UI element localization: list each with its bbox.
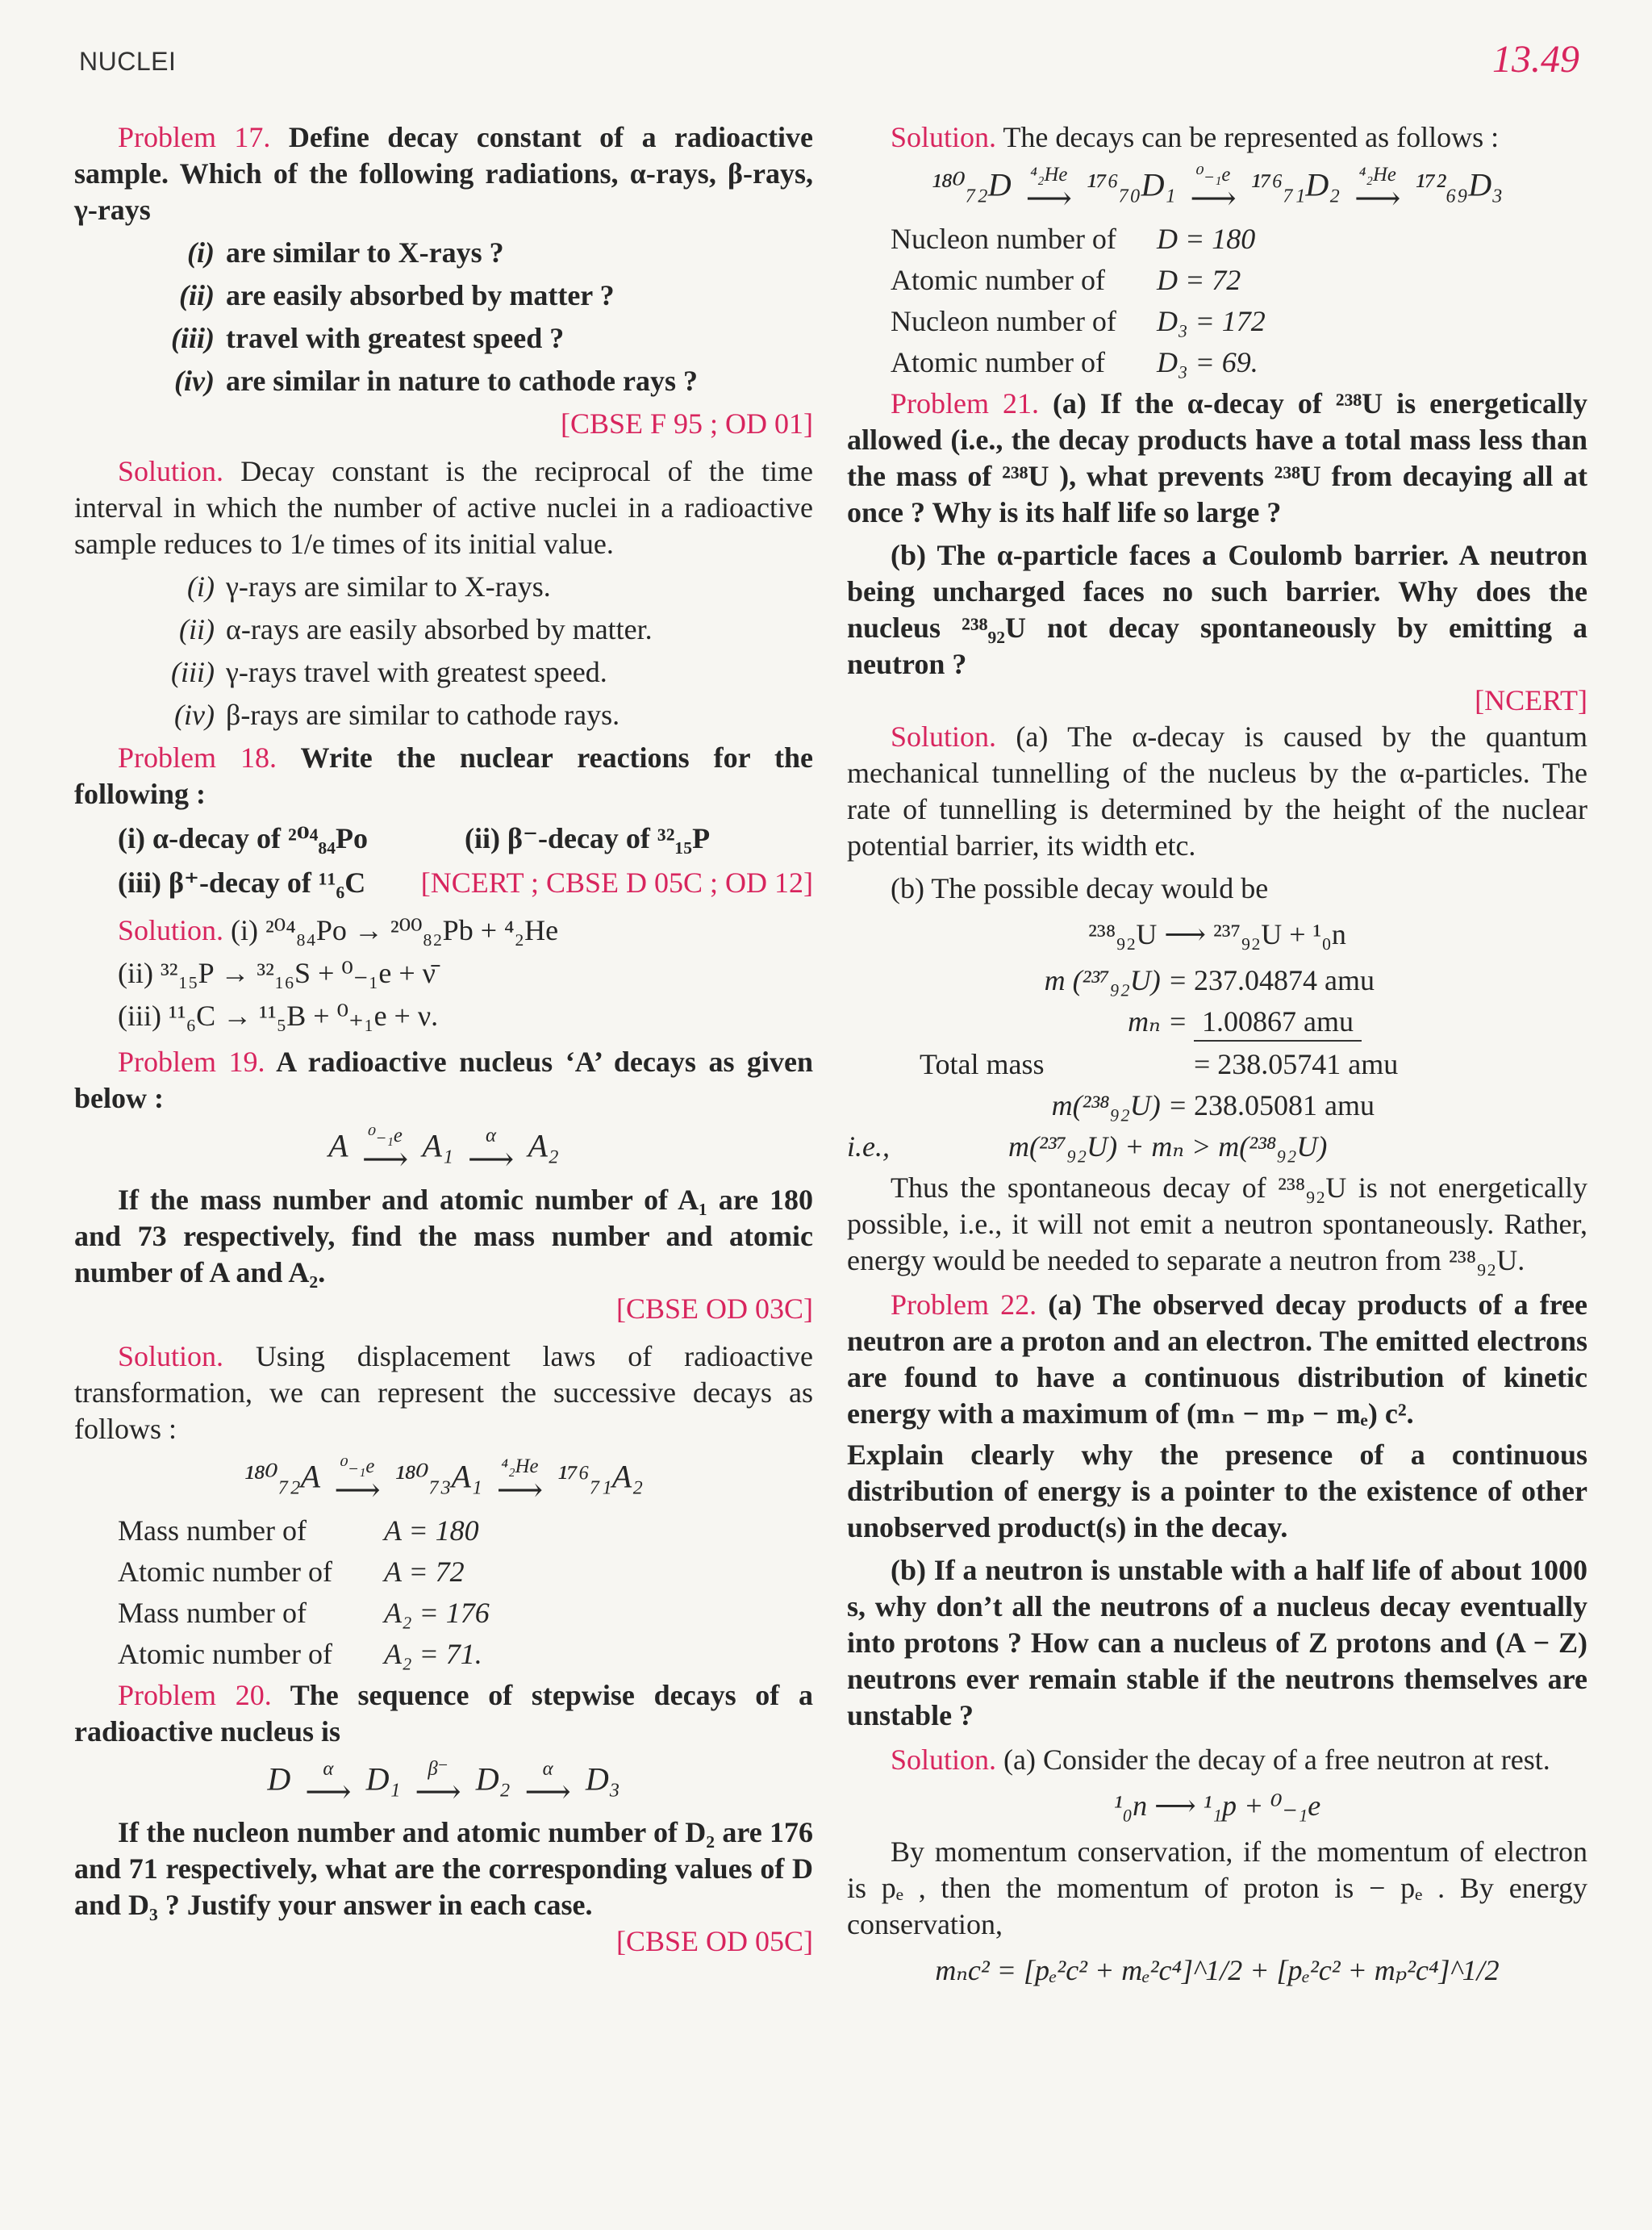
solution-text: By momentum conservation, if the momentum of electron is pₑ , then the momentum of proton is − pₑ . By energy conservation, <box>847 1835 1587 1940</box>
list-item: (ii) are easily absorbed by matter ? <box>179 279 615 311</box>
equation: ¹₀n ⟶ ¹₁p + ⁰₋₁e <box>1113 1789 1321 1822</box>
list-item: (iii) γ-rays travel with greatest speed. <box>171 656 607 688</box>
list-item: (ii) α-rays are easily absorbed by matter. <box>179 613 653 645</box>
source-line <box>74 1291 813 1327</box>
solution-17-answers <box>74 569 813 733</box>
equation: (ii) ³²₁₅P → ³²₁₆S + ⁰₋₁e + ν̄ <box>118 957 436 989</box>
arrow: ⁰₋₁e ⟶ <box>334 1455 381 1508</box>
problem-label: Problem 21. <box>891 386 1039 420</box>
list-item: (i) are similar to X-rays ? <box>187 236 504 269</box>
problem-21: Problem 21. (a) If the α-decay of ²³⁸U is energetically allowed (i.e., the decay products have a total mass less than the mass of ²³⁸U ), what prevents ²³⁸U from decaying all at once ? Why is its half life so large ? <box>847 386 1588 528</box>
exam-source: [CBSE F 95 ; OD 01] <box>560 407 813 440</box>
arrow: α ⟶ <box>467 1125 515 1177</box>
equation: ²³⁸₉₂U ⟶ ²³⁷₉₂U + ¹₀n <box>1088 917 1346 950</box>
solution-label: Solution. <box>118 455 224 487</box>
problem-text: If the mass number and atomic number of A₁ are 180 and 73 respectively, find the mass number and atomic number of A and A₂. <box>74 1183 813 1288</box>
solution-22: Solution. (a) Consider the decay of a free neutron at rest. <box>891 1743 1550 1776</box>
equation: (iii) ¹¹₆C → ¹¹₅B + ⁰₊₁e + ν. <box>118 1000 439 1032</box>
problem-text: Define decay constant of a radioactive sample. Which of the following radiations, α-rays, β-rays, γ-rays <box>74 121 814 226</box>
mass-calculation: m (²³⁷₉₂U) = 237.04874 amu mₙ = 1.00867 amu Total mass = 238.05741 amu m(²³⁸₉₂U) = 238.05081 amu i.e., m(²³⁷₉₂U) + mₙ > m(²³⁸₉₂U) <box>847 963 1399 1163</box>
list-item: (i) γ-rays are similar to X-rays. <box>187 570 551 603</box>
solution-20: Solution. The decays can be represented as follows : <box>891 121 1500 153</box>
exam-source: [CBSE OD 05C] <box>615 1925 813 1958</box>
problem-label: Problem 18. <box>118 741 277 774</box>
decay-equation: ¹⁸⁰₇₂A ⁰₋₁e ⟶ ¹⁸⁰₇₃A₁ ⁴₂He ⟶ ¹⁷⁶₇₁A₂ <box>244 1455 644 1508</box>
arrow: ⁰₋₁e ⟶ <box>361 1125 409 1177</box>
results: Nucleon number of D = 180 Atomic number of D = 72 Nucleon number of D₃ = 172 Atomic number of D₃ = 69. <box>891 222 1266 378</box>
solution-text: (b) The possible decay would be <box>891 871 1269 904</box>
problem-text: Explain clearly why the presence of a continuous distribution of energy is a pointer to the existence of other unobserved product(s) in the decay. <box>847 1438 1587 1543</box>
list-item: (iv) β-rays are similar to cathode rays. <box>174 699 620 731</box>
solution-text: Thus the spontaneous decay of ²³⁸₉₂U is not energetically possible, i.e., it will not emit a neutron spontaneously. Rather, energy would be needed to separate a neutron from ²³⁸₉₂U. <box>847 1171 1587 1276</box>
equation: mₙc² = [pₑ²c² + mₑ²c⁴]^1/2 + [pₑ²c² + mₚ²c⁴]^1/2 <box>935 1953 1500 1986</box>
problem-17-items <box>74 235 813 399</box>
solution-label: Solution. <box>891 1743 997 1776</box>
problem-label: Problem 20. <box>118 1678 272 1711</box>
problem-20: Problem 20. The sequence of stepwise decays of a radioactive nucleus is <box>74 1678 813 1748</box>
solution-label: Solution. <box>118 1339 224 1372</box>
source-line <box>74 1923 813 1960</box>
exam-source: [NCERT ; CBSE D 05C ; OD 12] <box>420 867 813 899</box>
decay-scheme: A ⁰₋₁e ⟶ A₁ α ⟶ A₂ <box>328 1125 559 1177</box>
running-head: NUCLEI <box>79 47 177 76</box>
solution-label: Solution. <box>891 720 997 753</box>
solution-21: Solution. (a) The α-decay is caused by the quantum mechanical tunnelling of the nucleus by the α-particles. The rate of tunnelling is determined by the height of the nuclear potential barrier, its width etc. <box>847 720 1587 862</box>
problem-label: Problem 22. <box>891 1288 1037 1321</box>
problem-17 <box>74 119 813 228</box>
solution-17: Solution. Decay constant is the reciprocal of the time interval in which the number of active nuclei in a radioactive sample reduces to 1/e times of its initial value. <box>74 455 813 560</box>
problem-text: (b) If a neutron is unstable with a half life of about 1000 s, why don’t all the neutrons of a nucleus decay eventually into protons ? How can a nucleus of Z protons and (A − Z) neutrons ever remain stable if the neutrons themselves are unstable ? <box>847 1553 1587 1731</box>
problem-18-part-iii: (iii) β⁺-decay of ¹¹₆C [NCERT ; CBSE D 05C ; OD 12] <box>74 865 813 901</box>
left-column <box>74 119 813 1960</box>
exam-source: [NCERT] <box>1475 683 1587 716</box>
right-column <box>847 119 1587 1998</box>
source-line <box>74 406 813 442</box>
decay-scheme: D α ⟶ D₁ β⁻ ⟶ D₂ α ⟶ D₃ <box>267 1757 620 1810</box>
page-number: 13.49 <box>1492 38 1579 81</box>
exam-source: [CBSE OD 03C] <box>615 1292 813 1325</box>
problem-18: Problem 18. Write the nuclear reactions for the following : <box>74 741 814 810</box>
list-item: (iii) travel with greatest speed ? <box>171 322 565 354</box>
problem-text: If the nucleon number and atomic number of D₂ are 176 and 71 respectively, what are the corresponding values of D and D₃ ? Justify your answer in each case. <box>74 1816 813 1922</box>
arrow: ⁴₂He ⟶ <box>496 1455 544 1508</box>
list-item: (iv) are similar in nature to cathode rays ? <box>174 365 698 397</box>
problem-22: Problem 22. (a) The observed decay products of a free neutron are a proton and an electron. The emitted electrons are found to have a continuous distribution of kinetic energy with a maximum of (mₙ − mₚ − mₑ) c². <box>847 1288 1588 1430</box>
source-line <box>847 683 1587 719</box>
results: Mass number of A = 180 Atomic number of A = 72 Mass number of A₂ = 176 Atomic number of A₂ = 71. <box>118 1514 490 1670</box>
problem-19: Problem 19. A radioactive nucleus ‘A’ decays as given below : <box>74 1046 814 1114</box>
solution-label: Solution. <box>118 914 224 946</box>
problem-label: Problem 19. <box>118 1046 265 1078</box>
decay-equation: ¹⁸⁰₇₂D ⁴₂He ⟶ ¹⁷⁶₇₀D₁ ⁰₋₁e ⟶ ¹⁷⁶₇₁D₂ ⁴₂He ⟶ ¹⁷²₆₉D₃ <box>931 164 1503 216</box>
problem-text: (b) The α-particle faces a Coulomb barrier. A neutron being uncharged faces no such barrier. Why does the nucleus ²³⁸₉₂U not decay spontaneously by emitting a neutron ? <box>847 538 1587 680</box>
problem-label: Problem 17. <box>118 121 271 153</box>
solution-19: Solution. Using displacement laws of radioactive transformation, we can represent the successive decays as follows : <box>74 1339 813 1445</box>
solution-label: Solution. <box>891 121 997 153</box>
problem-18-parts: (i) α-decay of ²⁰⁴₈₄Po (ii) β⁻-decay of ³²₁₅P <box>118 822 711 854</box>
solution-18: Solution. (i) ²⁰⁴₈₄Po → ²⁰⁰₈₂Pb + ⁴₂He <box>118 914 559 946</box>
